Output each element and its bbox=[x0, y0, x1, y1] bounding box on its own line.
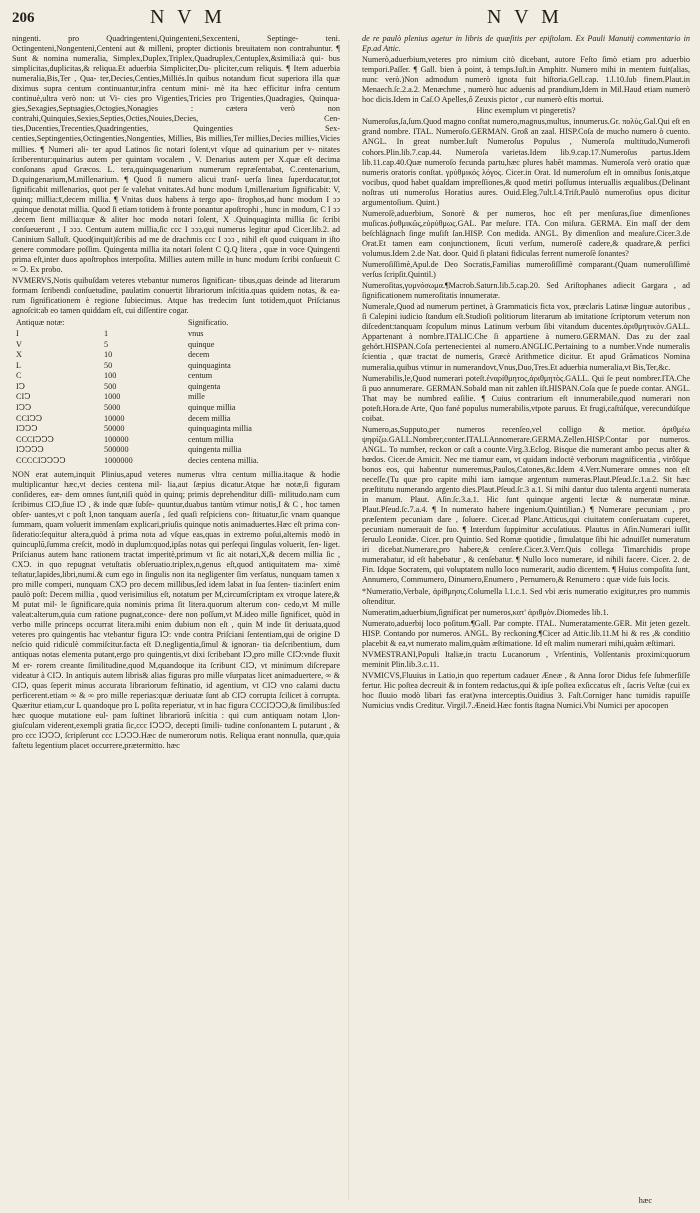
numeral-value: 50 bbox=[104, 360, 113, 370]
table-header-meaning: Significatio. bbox=[188, 318, 229, 328]
numeral-mark: C bbox=[16, 371, 22, 381]
numeral-value: 1000 bbox=[104, 392, 121, 402]
numeral-mark: IↃ bbox=[16, 381, 25, 391]
running-head-right: N V M bbox=[487, 6, 563, 28]
table-row bbox=[16, 361, 334, 372]
numeral-mark: CCIↃↃ bbox=[16, 413, 43, 423]
table-row bbox=[16, 340, 334, 351]
entry-paragraph: Numerale,Quod ad numerum pertinet, à Grammaticis ficta vox, præclaris Latinæ linguæ autoribus , ſi Calepini iudicio ſtandum eſt.Studioſi politiorum literarum ab imitatione ſcriptorum veterum non diſcedent:tanquam ſcopulum minus Latinum verbum ſibi vitandum ducentes.ἀριθμητικὸν.GALL. Appartenant à nombre.ITALIC.Che ſi appartiene à numero.GERMAN. Das zu der zaal gehört.HISPAN.Coſa pertenecientei al numero.ANGLIC.Pertaining to a number.Vnde numeralis ſcientia , quæ tractat de numeris, Græcè Arithmetice dicitur. Et apud Grāmaticos Nomina numeralia,quibus vtimur in numerandovt,Vnus,Duo,Tres.Et aduerbia numeralia,vt Bis,Ter,&c. bbox=[362, 302, 690, 372]
table-row bbox=[16, 392, 334, 403]
table-row bbox=[16, 403, 334, 414]
numeral-meaning: centum millia bbox=[188, 434, 234, 444]
numeral-mark: CCCIↃↃↃ bbox=[16, 434, 54, 444]
numeral-mark: IↃↃ bbox=[16, 403, 32, 413]
numeral-value: 10 bbox=[104, 350, 113, 360]
numeral-value: 10000 bbox=[104, 413, 125, 423]
table-row bbox=[16, 382, 334, 393]
numeral-value: 500000 bbox=[104, 445, 129, 455]
entry-paragraph: NVMERVS,Notis quibuſdam veteres vtebantur numeros ſignifican- tibus,quas deinde ad literarum formam ſcribendi conſuetudine, paulatim conuertit librariorum inſcitia.quas quidem notas, & ea- rum ſignificationem è regione ſubiecimus. Atque has tredecim ſunt totidem,quot Priſcianus agnoſcit:ab eo tamen quiddam eſt, cui diſſentire cogar. bbox=[12, 276, 340, 316]
catchword: hæc bbox=[638, 1196, 652, 1205]
entry-paragraph: Numeroſiſſimè,Apul.de Deo Socratis,Familias numeroſiſſimè comparant.(Quam numeroſiſſimè verſus ſcripſit.Quintil.) bbox=[362, 260, 690, 280]
table-row bbox=[16, 371, 334, 382]
table-row bbox=[16, 445, 334, 456]
numeral-value: 500 bbox=[104, 381, 117, 391]
table-row bbox=[16, 424, 334, 435]
numeral-value: 50000 bbox=[104, 424, 125, 434]
left-column bbox=[12, 34, 340, 751]
numeral-value: 100 bbox=[104, 371, 117, 381]
numeral-mark: CCCCIↃↃↃↃ bbox=[16, 456, 66, 466]
table-row bbox=[16, 456, 334, 467]
numeral-meaning: quingenta bbox=[188, 381, 221, 391]
entry-paragraph: ningenti. pro Quadringenteni,Quingenteni,Sexcenteni, Septinge- teni. Octingenteni,Nongenteni,Centeni aut & milleni, propter dictionis breuitatem non contrahuntur. ¶ Sunt & nomina numeralia, Simplex,Duplex,Triplex,Quadruplex,Centuplex,&similia:à qui- bus simplicitas,duplicitas,& reliqua.Et aduerbia Simpliciter,Du- pliciter,cum reliquis. ¶ Item aduerbia numeralia,Bis,Ter , Qua- ter,Decies,Centies,Milliés.In quibus notandum ficut superiora illa quæ diximus supra centum continuantur,infra centum mini- mè ita hæc efficitur infra centum continuè,ultra verò non: ut Vi- cies pro Vigenties,Tricies pro Trigenties,Quadragies, Quinqua- gies,Sexagies,Septuagies,Octogies,Nonagies : cætera verò non contrahi,Quinquies,Sexies,Septies,Octies,Nouies,Decies, Cen- ties,Ducenties,Trecenties,Quadringenties, Quingenties , Sex- centies,Septingenties,Octingenties,Nongenties, Millies, Bis millies,Ter millies,Decies millies,Vicies millies. ¶ Numeri ali- ter apud Latinos ſic notari ſolent,vt vſque ad quinarium per v- nitates ſcriberentur:quinarius autem per quintam vocalem , V. Denarius autem per X.quæ eſt decima conſonans apud Græcos. L. tera,quinquagenarium numerum repræſentabat, C.centenarium, D.quingenarium,M.millenarium. ¶ Quod ſi numero alicui tranſ- uerſa linea ſuperducatur,tot ſignificabit millenarios, quot per ſe valebat vnitates.Ad hunc modum I,millenarium ſignificabit: V, quinq; millia:x̄,decem millia. ¶ Vnitas duos habens à tergo apo- ſtrophos,ad hunc modum I ↄↄ ,quinque denotat millia. Quod ſi etiam totidem à fronte ponantur apoſtrophi , hunc in modum, C I ↄↄ .decem ſient millia:quæ & aliter hoc modo notari ſolent, X .Quinquaginta millia ſic ſcribi conſueuerunt , I ↄↄↄ. Centum autem millia,ſic ccc I ↄↄↄ,qui numerus legitur apud Cicer.lib.2. ad Caninium Salluſt. Quod(inquit)ſcribis ad me de drachmis ccc I ↄↄↄ , nihil eſt quod cuiquam in iſto genere commodare poſſim. Quingenta millia ita notari ſolent C Q.Q litera , quæ in voce Quingenti prima eſt,inter duos apoſtrophos interpoſita. Millies autem mille in hunc modum ſcribi conſueuit C ∞ Ↄ. Ex probo. bbox=[12, 34, 340, 275]
table-row bbox=[16, 350, 334, 361]
entry-paragraph: Numeroſitas,γυμνόσωμα.¶Macrob.Saturn.lib.5.cap.20. Sed Ariſtophanes adiecit Gargara , ad ſignificationem numeroſitatis innumeratæ. bbox=[362, 281, 690, 301]
entry-paragraph: Numerabilis,le,Quod numerari poteſt.ἐναρίθμητος,ἀριθμητὸς.GALL. Qui ſe peut nombrer.ITA.Che ſi puo annumerare. GERMAN.Sobald man nit zahlen iſt.HISPAN.Coſa que ſe puede contar. ANGL. That may be numbred eaſilie. ¶ Cuius contrarium eſt innumerabile,quod numerari non poteſt.Hora.de Arte, Quo fané populus numerabilis,vtpote paruus. Et frugi,caſtúſque, verecundúſque coibat. bbox=[362, 373, 690, 423]
entry-paragraph: *Numeratio,Verbale, ἀρίθμησις.Columella l.1.c.1. Sed vbi æris numeratio exigitur,res pro nummis oſtenditur. bbox=[362, 586, 690, 606]
numeral-value: 5000 bbox=[104, 403, 121, 413]
verse-line: Hinc exemplum vt pingeretis? bbox=[476, 106, 576, 116]
column-gutter bbox=[348, 40, 349, 1200]
entry-paragraph: Numeratim,aduerbium,ſignificat per numeros,κατ' ἀριθμὸν.Diomedes lib.1. bbox=[362, 607, 609, 617]
entry-paragraph: Numerò,aduerbium,veteres pro nimium citò dicebant, autore Feſto ſimò etiam pro aduerbio tempori.Paſſer. ¶ Gall. bien à point, à temps.Iuſt.in Amphitr. Numero mihi in mentem fuit(alias, nunc verò.)Non admodum numerò ignota fuit hiſtoria.Gell.cap. 1.l.10.ſub finem.Plaut.in Menaech.ſc.2.a.2. Menæchme , numerò huc aduenis ad prandium,Idem in Mil.Haud etiam numerò hoc dicis.Idem in Caſ.O Apelles,ô Zeuxis pictor , cur numerò eſtis mortui. bbox=[362, 55, 690, 105]
entry-paragraph: Numero,as,Supputo,per numeros recenſeo,vel colligo & metior. ἀριθμέω ψηφίζω.GALL.Nombrer,conter.ITALI.Annomerare.GERMA.Zellen.HISP.Contar por numeros. ANGL. To number, reckon or caſt a counte.Virg.3.Eclog. Bisque die numerant ambo pecus alter & hœdos. Cicer.de Amicit. Nec me tiamur eam, vt quidam indoctè verborum magnificentia , virôſque bonos eos, qui habentur numeremus,Paulos,Catones,&c.Idem 4.Verr.Numerare omnes non eſt neceſſe.(Tu quæ pro capite mihi iam iamque argentum numeras.Plaut.Pſeud.ſc.1.a.2. Sit hæc præſtitutu numerando argento dies.Plaut.Pſeud.ſc.3 a.1. Si mihi dantur duo talenta argenti numerata in manum. Plaut. Aſin.ſc.3.a.1. Hic ſunt quinque argenti lectæ & numeratæ minæ. Plaut.Pſeud.ſc.7.a.4. ¶ In numerato habere ingenium.Quintilian.) ¶ Numerare pecuniam , pro præſentem pecuniam dare , ſoluere. Cicer.ad Planc.Atticus,qui ciuitatem conſeruatam cuperet, pecuniam numerauit de ſuo. ¶ Interdum ſuppimitur accuſatiuus. Plautus in Aſin.Numerari iuſſit ſeruulo Leonidæ. Cicer. pro Quintio. Sed Romæ quotidie , ſimulatque ſibi hic adnuiſſet numeratum iri dicebat.Numerare,pro habere,& cenſere.Cicer.3.Verr.Quis collega Timarchidis prope numerabatur, id eſt habebatur , & cenſebatur. ¶ Nullo loco numerare, id nihili facere. Cicer. 2. de Fin. Idque Socratem, qui voluptatem nullo loco numerarit, audio dicentem. ¶ Huius compoſita ſunt, Annumero, Commumero, Dinumero,Enumero , Pernumero,& Renumero : quæ vide ſuis locis. bbox=[362, 424, 690, 585]
numeral-meaning: decem millia bbox=[188, 413, 231, 423]
table-row bbox=[16, 329, 334, 340]
right-column bbox=[362, 34, 690, 711]
numeral-meaning: quinque millia bbox=[188, 403, 236, 413]
numeral-meaning: quingenta millia bbox=[188, 445, 242, 455]
entry-paragraph: NVMESTRANI,Populi Italiæ,in tractu Lucanorum , Vrſentinis, Volſentanis proximi:quorum meminit Plin.lib.3.c.11. bbox=[362, 649, 690, 669]
page-header bbox=[0, 6, 700, 32]
table-header-row bbox=[16, 318, 334, 329]
numeral-meaning: mille bbox=[188, 392, 205, 402]
numeral-meaning: quinquaginta millia bbox=[188, 424, 252, 434]
page-number: 206 bbox=[12, 10, 35, 26]
numeral-meaning: decem bbox=[188, 350, 210, 360]
entry-paragraph: Numeroſè,aduerbium, Sonorè & per numeros, hoc eſt per menſuras,ſiue dimenſiones muſicas.ῥυθμικῶς,εὐρύθμως.GAL. Par meſure. ITA. Con miſura. GERMA. Ein maſſ der dem beſchlägnach ſinge muſiſt ſan.HISP. Con medida. ANGL. By dimenſion and meaſure.Cicer.3.de Orat.Et tamen eam conjunctionem, ſicuti verſum, numeroſè cadere,& quadrare,& perfici volumus.Idem 2.de Nat. door. Quid ſi platani fidiculas ferrent numeroſè ſonantes? bbox=[362, 208, 690, 258]
numeral-mark: I bbox=[16, 328, 19, 338]
numeral-notation-table bbox=[16, 318, 334, 466]
table-row bbox=[16, 414, 334, 425]
table-row bbox=[16, 435, 334, 446]
entry-paragraph: Numerato,aduerbij loco poſitum.¶Gall. Par compte. ITAL. Numeratamente.GER. Mit jeten gezelt. HISP. Contando por numeros. ANGL. By reckoning.¶Cicer ad Attic.lib.11.M hi & res ,& conditio placebit & ea,vt numerato malim,quàm æſtimatione. Id eſt malim numerari mihi,quàm æſtimari. bbox=[362, 618, 690, 648]
numeral-meaning: decies centena millia. bbox=[188, 456, 259, 466]
entry-paragraph: Numeroſus,ſa,ſum.Quod magno conſtat numero,magnus,multus, innumerus.Gr. πολὺς.Gal.Qui eſt en grand nombre. ITAL. Numeroſo.GERMAN. Groß an zaal. HISP.Coſa de mucho numero ò cuento. ANGL. In great number.Iuſt Numeroſus Populus , Numeroſa multitudo,Numerofi cohors.Plin.lib.7.cap.44. Numeroſa varietas.Idem lib.9.cap.17.Numeroſus partus.Idem lib.11.cap.40.Quæ numeroſo fecunda partu,hæc plures habēt mammas. Numeroſa verò oratio quæ numeris oratoris conſtat. γρύθμικός λόγος. Cicer.in Orat. Id numeroſum eſt in omnibus ſonis,atque vocibus, quod habet quaſdam impreſſiones,& quod metiri poſſumus interuallis æqualibus.(Delinant noſtras uti numeroſus Horatius aures. Ouid.Eleg.7ult.l.4.Triſt.Paulò numeroſius opus dicitur argumentoſium. Quint.) bbox=[362, 117, 690, 207]
numeral-mark: L bbox=[16, 360, 22, 370]
numeral-value: 5 bbox=[104, 339, 109, 349]
entry-paragraph: NON erat autem,inquit Plinius,apud veteres numerus vltra centum millia.itaque & hodie multiplicantur hæc,vt decies centena mil- lia,aut ſæpius dicatur.Atque hæ notæ,ſi figuram conſideres, eæ- dem omnes ſunt,niſi quòd in quinq; primis deprehenditur diſſi- militudo.nam cum ſcribimus CIↃ,ſiue IↃ , & inde quæ ſubſe- quuntur,duabus tantùm vtimur notis,I & C , hoc tamen obſer- uantes,vt c poſt I,non tanquam auerſa , ſed quaſi reſpiciens con- ſtituatur,ſic vnam quanque ſummam, quam voluerit immenſam explicari,priuſis quinque notis animaduertes.Hæc eſt prima con- ſideratio:ſequitur altera,quòd à prima nota ad vſque eas,quas in extremo poſui,alternis modò in quincuplū,ſumma creſcit, modò in duplum:quod,ipſas notas qui perſequi ſingulas voluerit, ſen- liget. Priſcianus autem hanc rationem tractat imperitè,primum vt ſic ait notari,X,& decem millia ſic , CXↃ. in quo repugnat vetuſtatis obſeruatio.triplex,n,genus eſt,quod antiquitatem ma- ximè teſtatur,lapides,libri,numi.& cum ego in ſingulis non ita negligenter ſim verſatus, nunquam tamen x pro mille comperi, nunquam CXↃ pro decem millibus,ſed idem labat in ſua ſenten- tia:inſert enim paulò poſt: Decem millia , quod verisimilius eſt, notatum per M,circumſcriptam ex vtroque latere,& M putat mil- le ſignificare,quia nominis prima ſit litera.quorum alterum con- cedo,vt M mille valeat:alterum,quia cum ratione pugnat,conce- dere non poſſum,vt M.ideo mille ſignificet, quòd in verbo mille princeps occurrat litera.mihi enim dubium non eſt , quin M inde ſit deriuata,quod veteres pro quingentis hac vtebantur figura IↃ: vnde contra Priſciani ſententiam,qui de origine D neſcio quid ridiculè commiſcitur.facta eſt D.negligentia,ſimul & ignoran- tia deſcribentium, dum antiquas notas elementa putant,ergo pro quingentis,vt dixi ſcribebant IↃ,pro mille CIↃ:vnde fluxit M er- rorem creante ſimilitudine,quod M,quandoque ita ſcribunt CIↃ, vt minimum diſcrepare videatur à CIↃ. In antiquis autem libris& alias figuras pro mille vſurpatas licet animaduertere, ∞ & CIↃ, quas ſeperit minus accurata librariorum feſtinatio, id agentium, vt CIↃ vno calami ductu perficerent.etiam ∞ & ∞ pro mille reperias:quæ deriuatæ ſunt ab CIↃ corrupta ſcilicet à corrupta. Quæritur etiam,cur L quandoque pro L poſita reperiatur, vt in hac figura CCCIↃↃↃ,& ſimilibus:ſed hæc quoque mutatione eul- pam ſuſtinet librariorū inſcitia : qui cum antiquam notam I,lon- giuſculam viderent,exempli gratia ſic,ccc IↃↃↃ, decepti ſimili- tudine conſonantem L putarunt , & pro ccc IↃↃↃ, ſcripſerunt ccc LↃↃↃ.Hæc de numerorum notis. Reliqua erant nonnulla, quæ,quia faſtetu legentium placet occurrere,prætermitto. hæc bbox=[12, 469, 340, 750]
entry-paragraph: NVMICVS,Fluuius in Latio,in quo repertum cadauer Æneæ , & Anna ſoror Didus feſe ſubmerſiſſe fertur. Hic poſtea decreuit & in fontem redactus,qui & ipſe poſtea exſiccatus eſt , ſacris Veſtæ (cui ex hoc ſluuio modò libari fas erat)vna interceptis.Ouidius 3. Faſt.Corniger hanc tumidis rapuiſſe Numicius vndis Creditur. Virgil.7.Æneid.Hæc fontis ſtagna Numici.Vbi Numici per apocopen bbox=[362, 670, 690, 711]
numeral-mark: IↃↃↃ bbox=[16, 424, 38, 434]
running-head-left: N V M bbox=[150, 6, 226, 28]
numeral-meaning: vnus bbox=[188, 328, 204, 338]
entry-paragraph: de re paulò plenius agetur in libris de quæſitis per epiſtolam. Ex Pauli Manutij commentario in Ep.ad Attic. bbox=[362, 34, 690, 54]
numeral-value: 100000 bbox=[104, 434, 129, 444]
numeral-value: 1 bbox=[104, 328, 109, 338]
numeral-meaning: quinque bbox=[188, 339, 215, 349]
numeral-meaning: centum bbox=[188, 371, 213, 381]
numeral-mark: CIↃ bbox=[16, 392, 31, 402]
numeral-mark: IↃↃↃↃ bbox=[16, 445, 44, 455]
table-header-notes: Antiquæ notæ: bbox=[16, 318, 65, 328]
numeral-mark: X bbox=[16, 350, 22, 360]
numeral-value: 1000000 bbox=[104, 456, 133, 466]
numeral-meaning: quinquaginta bbox=[188, 360, 231, 370]
numeral-mark: V bbox=[16, 339, 22, 349]
